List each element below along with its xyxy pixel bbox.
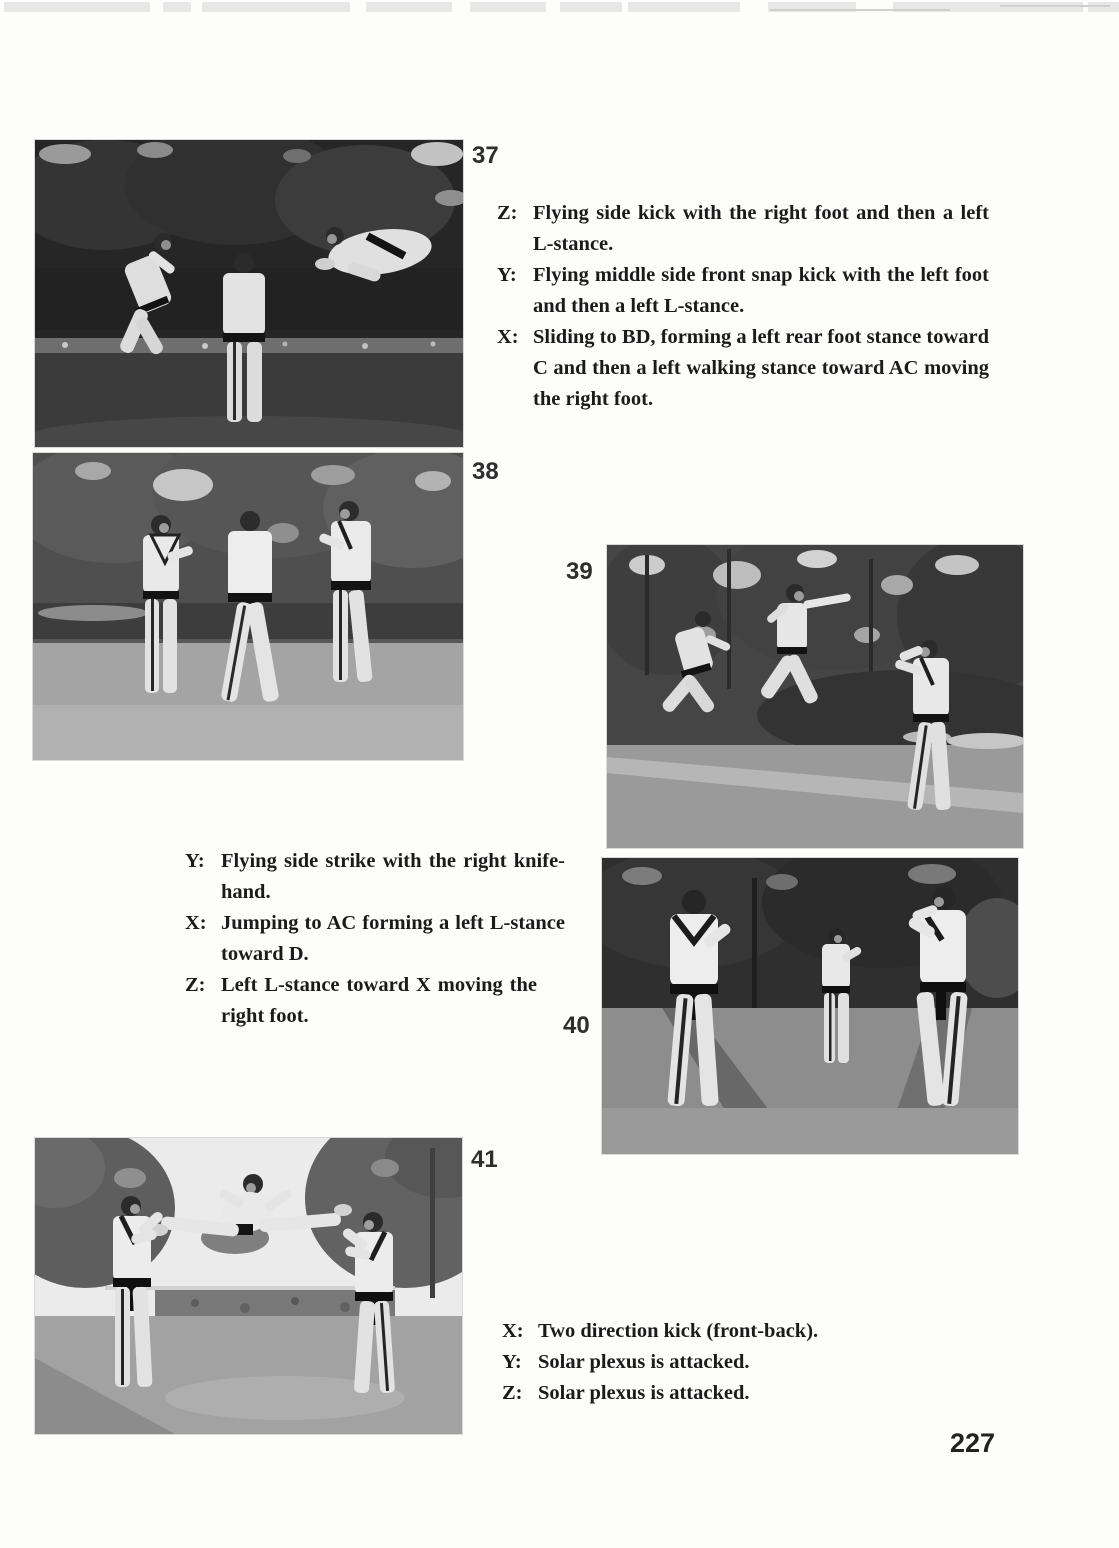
photo-figure-39 [607,545,1023,848]
instruction-item [185,846,565,908]
instruction-text: Solar plexus is attacked. [538,1351,750,1373]
instruction-label: Z: [497,202,518,224]
photo-figure-41 [35,1138,462,1434]
instruction-item [502,1347,942,1378]
instruction-text: Flying side kick with the right foot and then a left L-stance. [533,202,989,255]
figure-label-40: 40 [563,1012,590,1039]
instruction-item [497,198,989,260]
photo-38-art [33,453,463,760]
instruction-text: Left L-stance toward X moving the right foot. [221,974,537,1027]
photo-41-art [35,1138,462,1434]
figure-label-37: 37 [472,142,499,169]
instruction-label: Z: [185,974,206,996]
figure-label-41: 41 [471,1146,498,1173]
photo-40-art [602,858,1018,1154]
instruction-block-37 [497,198,989,415]
instruction-text: Two direction kick (front-back). [538,1320,819,1342]
photo-39-art [607,545,1023,848]
photo-37-art [35,140,463,447]
instruction-label: Y: [185,850,205,872]
instruction-item [502,1316,942,1347]
instruction-label: Z: [502,1382,523,1404]
instruction-item [502,1378,942,1409]
instruction-item [185,970,537,1032]
instruction-text: Sliding to BD, forming a left rear foot stance toward C and then a left walking stance toward AC moving the right foot. [533,326,989,410]
instruction-item [497,260,989,322]
instruction-label: Y: [502,1351,522,1373]
photo-figure-38 [33,453,463,760]
photo-figure-37 [35,140,463,447]
instruction-block-41 [502,1316,942,1409]
instruction-text: Flying middle side front snap kick with the left foot and then a left L-stance. [533,264,989,317]
page-number: 227 [950,1428,996,1458]
figure-label-38: 38 [472,458,499,485]
photo-figure-40 [602,858,1018,1154]
instruction-text: Flying side strike with the right knife-hand. [221,850,565,903]
instruction-label: Y: [497,264,517,286]
instruction-item [185,908,565,970]
instruction-label: X: [185,912,207,934]
instruction-text: Jumping to AC forming a left L-stance toward D. [221,912,565,965]
instruction-label: X: [502,1320,524,1342]
figure-label-39: 39 [566,558,593,585]
instruction-item [497,322,989,415]
instruction-block-39 [185,846,595,1032]
instruction-label: X: [497,326,519,348]
instruction-text: Solar plexus is attacked. [538,1382,750,1404]
